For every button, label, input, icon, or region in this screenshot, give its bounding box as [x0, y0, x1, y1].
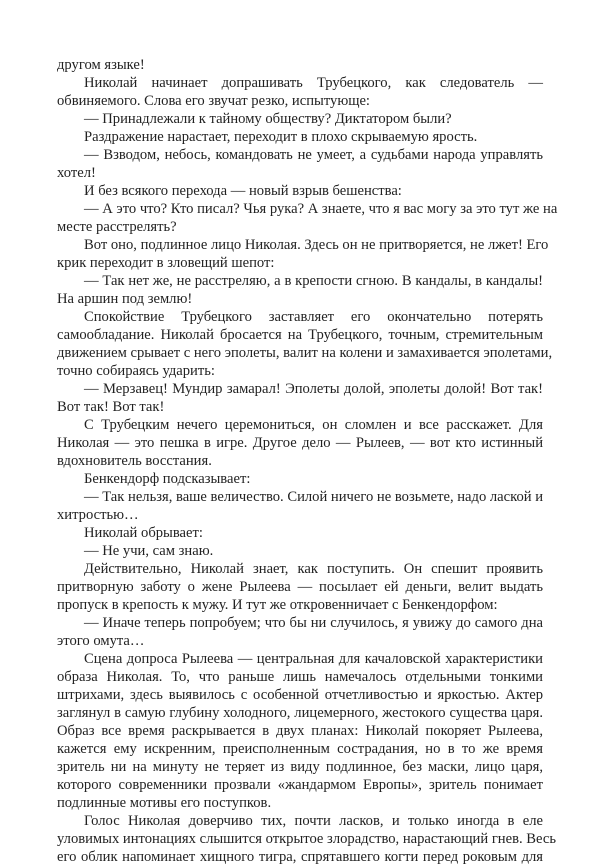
paragraph — [57, 812, 556, 866]
paragraph — [57, 614, 543, 650]
text-line: — Иначе теперь попробуем; что бы ни случилось, я увижу до самого дна — [84, 615, 543, 631]
paragraph — [57, 380, 543, 416]
paragraph — [57, 488, 543, 524]
paragraph — [57, 110, 543, 128]
text-line: На аршин под землю! — [57, 291, 193, 307]
text-line: движением срывает с него эполеты, валит на колени и замахивается эполетами, — [57, 345, 553, 361]
text-line: этого омута… — [57, 633, 145, 649]
paragraph — [57, 182, 543, 200]
text-line: — Мерзавец! Мундир замарал! Эполеты долой, эполеты долой! Вот так! — [84, 381, 543, 397]
paragraph — [57, 56, 543, 74]
text-line: — Так нельзя, ваше величество. Силой ничего не возьмете, надо лаской и — [84, 489, 544, 505]
text-line: Николай начинает допрашивать Трубецкого, как следователь — — [84, 75, 543, 91]
text-line: — Принадлежали к тайному обществу? Диктатором были? — [84, 111, 452, 127]
paragraph — [57, 128, 543, 146]
paragraph — [57, 200, 558, 236]
paragraph — [57, 542, 543, 560]
paragraph — [57, 560, 543, 614]
text-line: Николая — это пешка в игре. Другое дело — Рылеев, — вот кто истинный — [57, 435, 543, 451]
text-line: его облик напоминает хищного тигра, спрятавшего когти перед роковым для — [57, 849, 543, 865]
text-line: штрихами, здесь выявилось с особенной отчетливостью и яркостью. Актер — [57, 687, 543, 703]
text-line: зритель ни на минуту не теряет из виду подлинное, без маски, лицо царя, — [57, 759, 543, 775]
text-line: Спокойствие Трубецкого заставляет его окончательно потерять — [84, 309, 543, 325]
paragraph — [57, 524, 543, 542]
text-line: крик переходит в зловещий шепот: — [57, 255, 275, 271]
text-line: хотел! — [57, 165, 96, 181]
paragraph — [57, 650, 543, 812]
paragraph — [57, 236, 549, 272]
text-line: хитростью… — [57, 507, 139, 523]
paragraph — [57, 272, 543, 308]
text-line: — А это что? Кто писал? Чья рука? А знаете, что я вас могу за это тут же на — [84, 201, 558, 217]
text-line: кажется ему искренним, преисполненным сострадания, но в то же время — [57, 741, 543, 757]
text-line: Николай обрывает: — [84, 525, 203, 541]
text-line: Сцена допроса Рылеева — центральная для качаловской характеристики — [84, 651, 543, 667]
paragraph — [57, 74, 543, 110]
paragraph — [57, 308, 553, 380]
document-page — [57, 56, 558, 866]
text-line: подлинные мотивы его поступков. — [57, 795, 272, 811]
text-line: Вот так! Вот так! — [57, 399, 165, 415]
text-line: другом языке! — [57, 57, 145, 73]
text-line: самообладание. Николай бросается на Трубецкого, точным, стремительным — [57, 327, 543, 343]
text-line: Вот оно, подлинное лицо Николая. Здесь он не притворяется, не лжет! Его — [84, 237, 549, 253]
text-line: вдохновитель восстания. — [57, 453, 212, 469]
text-line: Голос Николая доверчиво тих, почти ласков, и только иногда в еле — [84, 813, 543, 829]
text-line: Бенкендорф подсказывает: — [84, 471, 251, 487]
text-line: пропуск в крепость к мужу. И тут же откровенничает с Бенкендорфом: — [57, 597, 498, 613]
text-line: заглянул в самую глубину холодного, лицемерного, жестокого существа царя. — [57, 705, 543, 721]
paragraph — [57, 416, 543, 470]
paragraph — [57, 146, 543, 182]
text-line: обвиняемого. Слова его звучат резко, испытующе: — [57, 93, 370, 109]
text-line: — Взводом, небось, командовать не умеет, а судьбами народа управлять — [84, 147, 543, 163]
text-line: — Не учи, сам знаю. — [84, 543, 214, 559]
text-line: месте расстрелять? — [57, 219, 177, 235]
text-line: И без всякого перехода — новый взрыв бешенства: — [84, 183, 402, 199]
text-line: которого современники прозвали «жандармом Европы», зритель понимает — [57, 777, 543, 793]
text-line: Образ все время раскрывается в двух планах: Николай покоряет Рылеева, — [57, 723, 543, 739]
text-line: Раздражение нарастает, переходит в плохо скрываемую ярость. — [84, 129, 478, 145]
text-line: С Трубецким нечего церемониться, он сломлен и все расскажет. Для — [84, 417, 543, 433]
text-line: образа Николая. То, что раньше лишь намечалось отдельными тонкими — [57, 669, 543, 685]
paragraph — [57, 470, 543, 488]
text-line: уловимых интонациях слышится открытое злорадство, нарастающий гнев. Весь — [57, 831, 556, 847]
text-line: Действительно, Николай знает, как поступить. Он спешит проявить — [84, 561, 543, 577]
text-line: точно собираясь ударить: — [57, 363, 215, 379]
text-line: — Так нет же, не расстреляю, а в крепости сгною. В кандалы, в кандалы! — [84, 273, 543, 289]
text-line: притворную заботу о жене Рылеева — посылает ей деньги, велит выдать — [57, 579, 543, 595]
